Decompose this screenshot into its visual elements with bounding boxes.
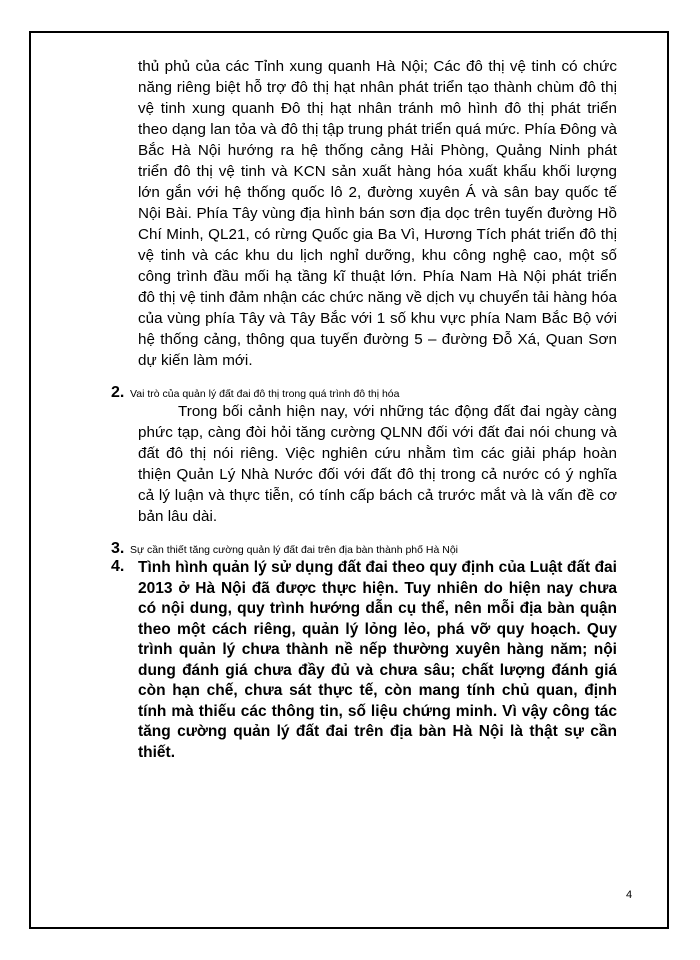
section-2-body: Trong bối cảnh hiện nay, với những tác động đất đai ngày càng phức tạp, càng đòi hỏi tăng cường QLNN đối với đất đai nói chung và đất đô thị nói riêng. Việc nghiên cứu nhằm tìm các giải pháp hoàn thiện Quản Lý Nhà Nước đối với đất đô thị trong cả nước có ý nghĩa cả lý luận và thực tiễn, có tính cấp bách cả trước mắt và là vấn đề cơ bản lâu dài.	[138, 403, 617, 525]
page-content	[107, 56, 617, 763]
section-4-number: 4.	[111, 558, 125, 575]
section-2-heading: Vai trò của quản lý đất đai đô thị trong quá trình đô thị hóa	[130, 388, 400, 400]
page-number: 4	[626, 889, 633, 901]
section-4	[107, 558, 617, 763]
intro-paragraph: thủ phủ của các Tỉnh xung quanh Hà Nội; Các đô thị vệ tinh có chức năng riêng biệt hỗ trợ đô thị hạt nhân phát triển tạo thành chùm đô thị vệ tinh xung quanh Đô thị hạt nhân tránh mô hình đô thị phát triển theo dạng lan tỏa và đô thị tập trung phát triển quá mức. Phía Đông và Bắc Hà Nội hướng ra hệ thống cảng Hải Phòng, Quảng Ninh phát triển đô thị vệ tinh và KCN sản xuất hàng hóa xuất khẩu khối lượng lớn gắn với hệ thống quốc lô 2, đường xuyên Á và sân bay quốc tế Nội Bài. Phía Tây vùng địa hình bán sơn địa dọc trên tuyến đường Hồ Chí Minh, QL21, có rừng Quốc gia Ba Vì, Hương Tích phát triển đô thị vệ tinh và các khu du lịch nghỉ dưỡng, khu công nghệ cao, một số công trình đầu mối hạ tầng kĩ thuật lớn. Phía Nam Hà Nội phát triển đô thị vệ tinh đảm nhận các chức năng về dịch vụ chuyển tải hàng hóa của vùng phía Tây và Tây Bắc với 1 số khu vực phía Nam Bắc Bộ với hệ thống cảng, thông qua tuyến đường 5 – đường Đỗ Xá, Quan Sơn dự kiến làm mới.	[138, 58, 617, 369]
section-3-heading: Sự cần thiết tăng cường quản lý đất đai trên địa bàn thành phố Hà Nội	[130, 544, 458, 556]
section-2-number: 2.	[111, 384, 125, 401]
section-3-number: 3.	[111, 540, 125, 557]
section-4-body: Tình hình quản lý sử dụng đất đai theo quy định của Luật đất đai 2013 ở Hà Nội đã được thực hiện. Tuy nhiên do hiện nay chưa có nội dung, quy trình hướng dẫn cụ thể, nên mỗi địa bàn quận theo một cách riêng, quản lý lỏng lẻo, phá vỡ quy hoạch. Quy trình quản lý chưa thành nề nếp thường xuyên hàng năm; nội dung đánh giá chưa đầy đủ và chưa sâu; chất lượng đánh giá còn hạn chế, chưa sát thực tế, còn mang tính chủ quan, định tính mà thiếu các thông tin, số liệu chứng minh. Vì vậy công tác tăng cường quản lý đất đai trên địa bàn Hà Nội là thật sự cần thiết.	[138, 559, 617, 761]
section-2	[107, 385, 617, 527]
section-3	[107, 541, 617, 557]
